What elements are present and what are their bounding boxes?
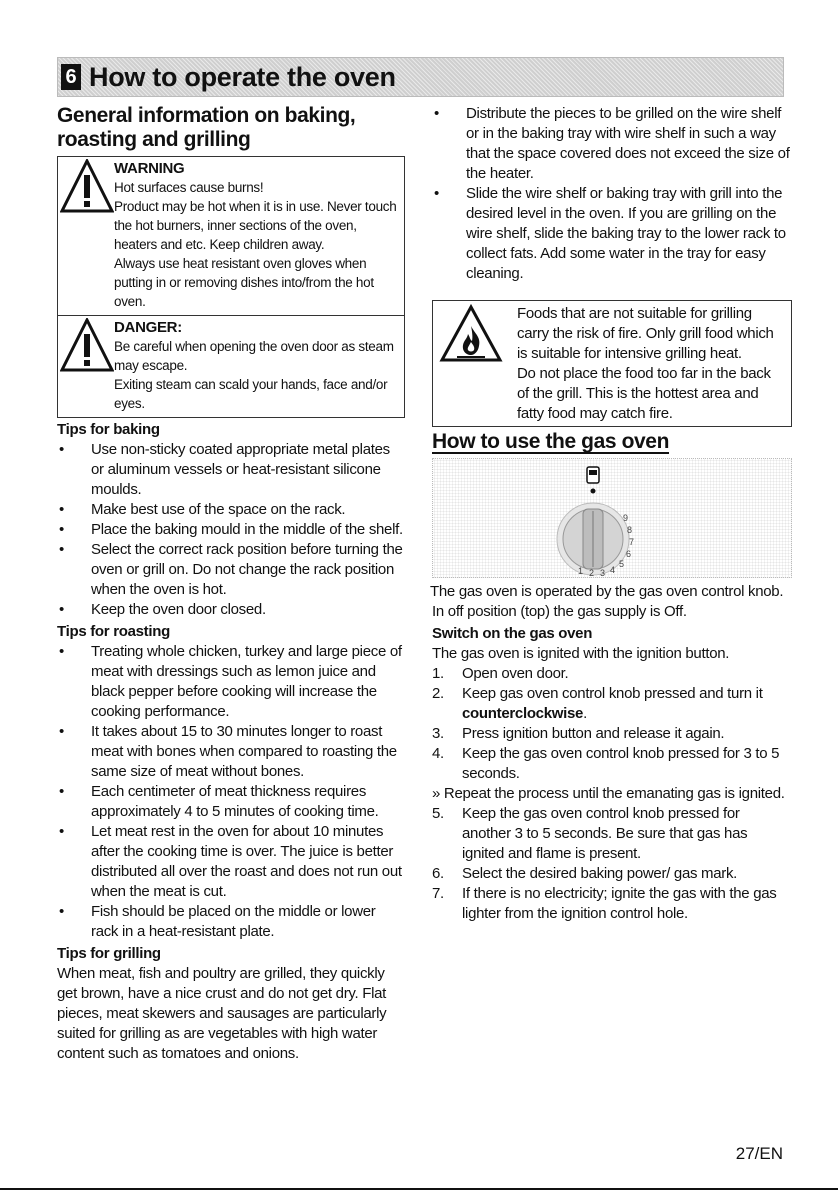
step-text: Press ignition button and release it again. [462,725,725,742]
roasting-tips-heading: Tips for roasting [57,623,170,640]
section-header-bar [57,57,784,97]
step-text: Keep the gas oven control knob pressed for another 3 to 5 seconds. Be sure that gas has ignited and flame is present. [462,805,748,862]
step-number: 4. [432,745,444,762]
caution-block [57,156,405,418]
step-emphasis: counterclockwise [462,705,584,722]
step-number: 2. [432,685,444,702]
step-text-end: . [583,705,587,722]
warning-line: Always use heat resistant oven gloves when putting in or removing dishes into/from the hot oven. [114,256,374,309]
gas-mark-label: 6 [626,549,631,559]
repeat-note: » Repeat the process until the emanating gas is ignited. [432,785,785,802]
step-number: 3. [432,725,444,742]
step-item [432,724,792,744]
list-item: • Let meat rest in the oven for about 10 minutes after the cooking time is over. The juice is better distributed all over the roast and does not run out when the meat is cut. [57,822,405,902]
list-item: • Slide the wire shelf or baking tray with grill into the desired level in the oven. If you are grilling on the wire shelf, slide the baking tray to the lower rack to collect fats. Add some water in the tray for easy cleaning. [432,184,792,284]
warning-title: WARNING [114,160,185,177]
fire-warning-line: Do not place the food too far in the back of the grill. This is the hottest area and fatty food may catch fire. [517,365,771,422]
step-text: Open oven door. [462,665,569,682]
danger-box [58,315,404,417]
gas-mark-label: 8 [627,525,632,535]
list-item: • Select the correct rack position before turning the oven or grill on. Do not change the rack position when the oven is hot. [57,540,405,600]
footer-rule [0,1188,838,1190]
warning-line: Hot surfaces cause burns! [114,180,264,195]
step-text: Select the desired baking power/ gas mark. [462,865,738,882]
grilling-tips-text: When meat, fish and poultry are grilled, they quickly get brown, have a nice crust and do not get dry. Flat pieces, meat skewers and sausages are particularly suited for grilling as are vegetables with high water content such as tomatoes and onions. [57,965,387,1062]
grilling-tips-heading: Tips for grilling [57,945,161,962]
warning-box [58,157,404,315]
switch-on-intro: The gas oven is ignited with the ignition button. [432,645,730,662]
step-number: 1. [432,665,444,682]
baking-tips-list [57,440,405,620]
fire-warning-line: Foods that are not suitable for grilling carry the risk of fire. Only grill food which is suitable for intensive grilling heat. [517,305,774,362]
gas-knob-illustration [432,458,792,578]
gas-oven-heading: How to use the gas oven [432,430,670,453]
roasting-tips-list [57,642,405,942]
section-title: How to operate the oven [89,61,396,92]
danger-title: DANGER: [114,319,182,336]
gas-mark-label: 1 [578,566,583,576]
list-item: • It takes about 15 to 30 minutes longer to roast meat with bones when compared to roasting the same size of meat without bones. [57,722,405,782]
step-number: 5. [432,805,444,822]
step-item [432,664,792,684]
gas-knob-figure [433,459,793,577]
general-info-heading: General information on baking, roasting and grilling [57,104,356,151]
step-item [432,884,792,924]
section-number: 6 [61,64,81,90]
warning-triangle-icon [60,159,114,311]
list-item: • Treating whole chicken, turkey and large piece of meat with dressings such as lemon juice and black pepper before cooking will increase the cooking performance. [57,642,405,722]
switch-on-steps [432,664,792,784]
list-item: • Keep the oven door closed. [57,600,405,620]
page-number: 27/EN [735,1144,783,1163]
switch-on-steps-continued [432,804,792,924]
gas-mark-label: 5 [619,559,624,569]
gas-mark-label: 2 [589,568,594,577]
step-text: If there is no electricity; ignite the gas with the gas lighter from the ignition control hole. [462,885,777,922]
switch-on-heading: Switch on the gas oven [432,625,593,642]
gas-mark-label: 9 [623,513,628,523]
step-item [432,864,792,884]
right-column [432,104,792,924]
step-item [432,744,792,784]
fire-warning-box [432,300,792,427]
list-item: • Distribute the pieces to be grilled on the wire shelf or in the baking tray with wire shelf in such a way that the space covered does not exceed the size of the heater. [432,104,792,184]
list-item: • Make best use of the space on the rack. [57,500,405,520]
step-item [432,684,792,724]
gas-intro-line: The gas oven is operated by the gas oven control knob. [430,583,784,600]
fire-warning-icon [439,304,517,424]
step-item [432,804,792,864]
list-item: • Each centimeter of meat thickness requires approximately 4 to 5 minutes of cooking time. [57,782,405,822]
step-number: 6. [432,865,444,882]
danger-line: Exiting steam can scald your hands, face and/or eyes. [114,377,388,411]
danger-line: Be careful when opening the oven door as steam may escape. [114,339,394,373]
left-column [57,104,405,1064]
step-text: Keep the gas oven control knob pressed for 3 to 5 seconds. [462,745,780,782]
gas-intro-line: In off position (top) the gas supply is Off. [432,603,687,620]
gas-mark-label: 4 [610,565,615,575]
list-item: • Fish should be placed on the middle or lower rack in a heat-resistant plate. [57,902,405,942]
step-text: Keep gas oven control knob pressed and turn it [462,685,763,702]
grilling-steps-list [432,104,792,284]
warning-line: Product may be hot when it is in use. Never touch the hot burners, inner sections of the oven, heaters and etc. Keep children away. [114,199,397,252]
gas-mark-label: 7 [629,537,634,547]
list-item: • Use non-sticky coated appropriate metal plates or aluminum vessels or heat-resistant silicone moulds. [57,440,405,500]
step-number: 7. [432,885,444,902]
gas-mark-label: 3 [600,568,605,577]
baking-tips-heading: Tips for baking [57,421,160,438]
list-item: • Place the baking mould in the middle of the shelf. [57,520,405,540]
danger-triangle-icon [60,318,114,413]
